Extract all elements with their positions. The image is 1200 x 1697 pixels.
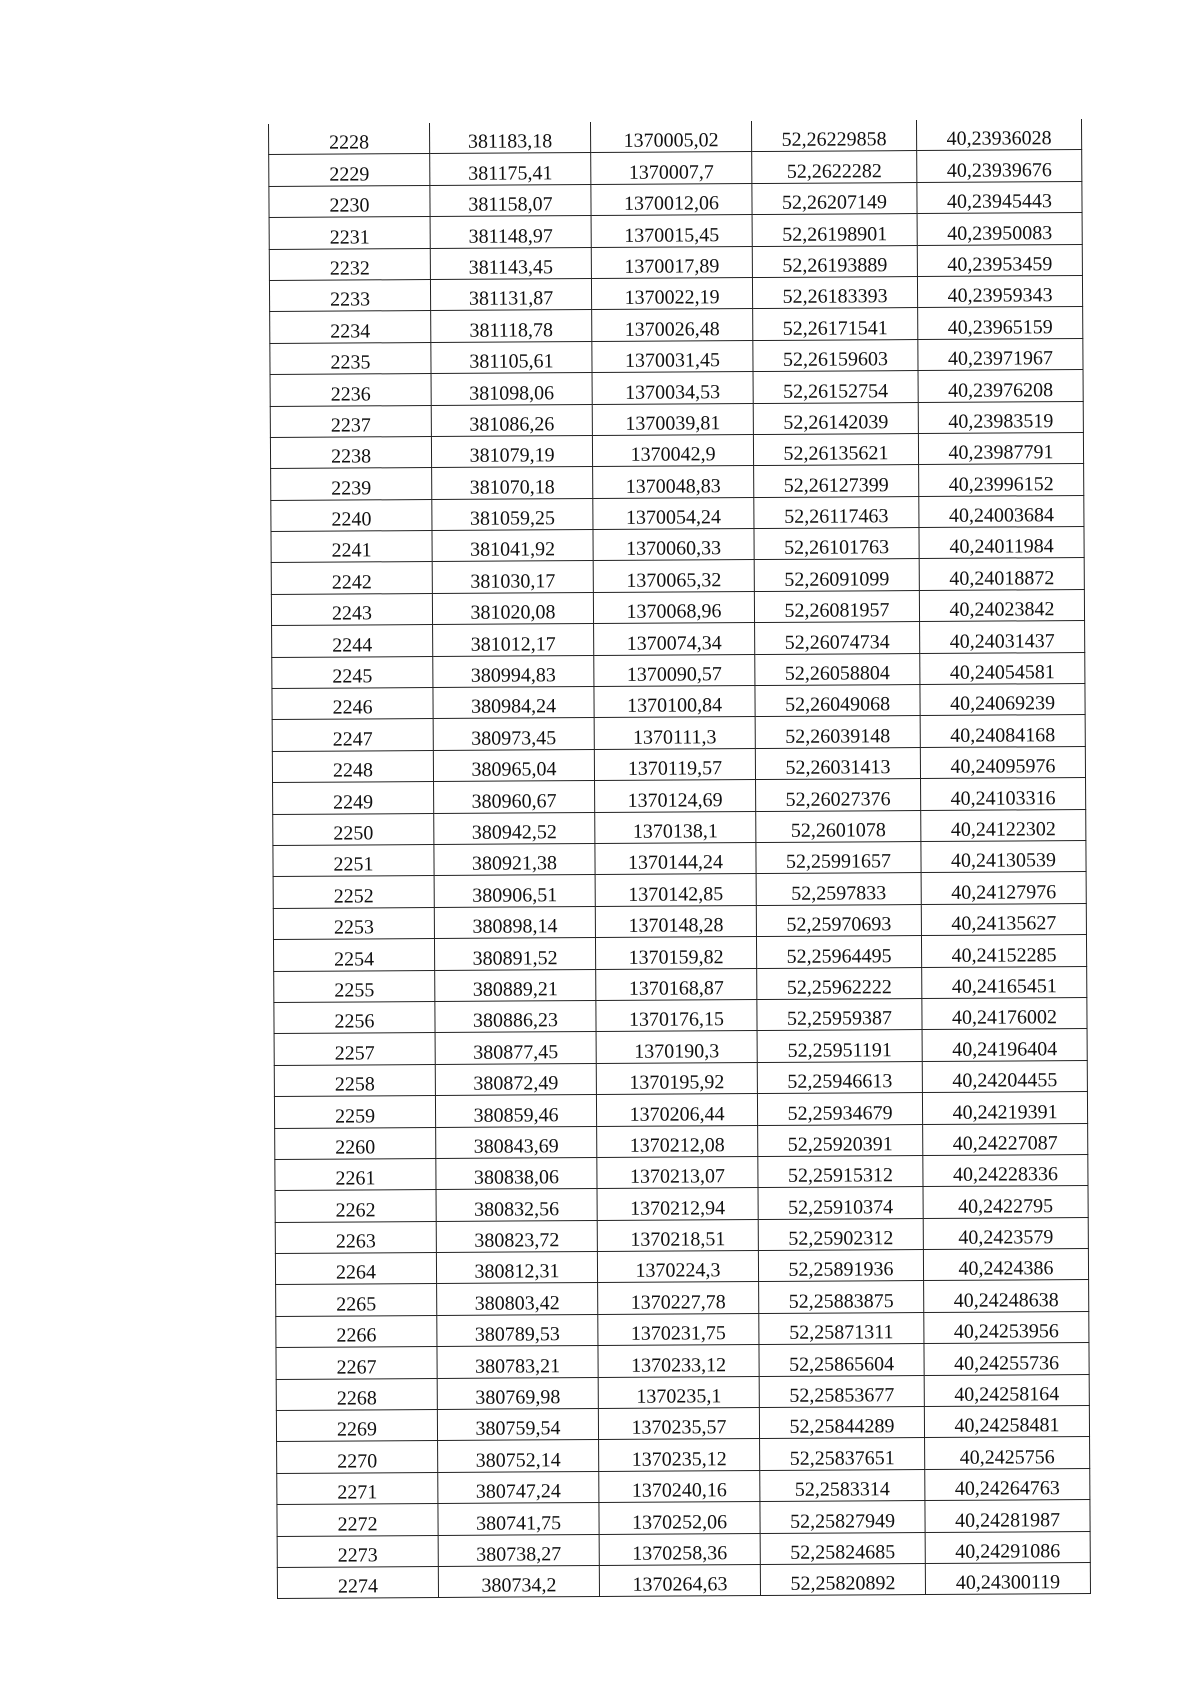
x-coordinate-cell: 380783,21 xyxy=(437,1346,598,1378)
y-coordinate-cell: 1370212,94 xyxy=(597,1188,758,1220)
point-number-cell: 2245 xyxy=(272,656,433,688)
table-row xyxy=(275,1217,1088,1253)
longitude-cell: 40,24018872 xyxy=(919,558,1084,590)
longitude-cell: 40,23983519 xyxy=(918,401,1083,433)
x-coordinate-cell: 380843,69 xyxy=(436,1126,597,1158)
table-row xyxy=(269,244,1082,280)
y-coordinate-cell: 1370022,19 xyxy=(591,277,752,309)
latitude-cell: 52,26081957 xyxy=(754,590,919,622)
y-coordinate-cell: 1370068,96 xyxy=(593,591,754,623)
latitude-cell: 52,25946613 xyxy=(757,1061,922,1093)
point-number-cell: 2259 xyxy=(274,1096,435,1128)
point-number-cell: 2239 xyxy=(271,468,432,500)
table-row xyxy=(272,715,1085,751)
longitude-cell: 40,23996152 xyxy=(919,464,1084,496)
table-row xyxy=(277,1500,1090,1536)
y-coordinate-cell: 1370227,78 xyxy=(598,1282,759,1314)
table-row xyxy=(276,1280,1089,1316)
latitude-cell: 52,26027376 xyxy=(756,779,921,811)
x-coordinate-cell: 380973,45 xyxy=(433,718,594,750)
point-number-cell: 2231 xyxy=(269,217,430,249)
y-coordinate-cell: 1370031,45 xyxy=(592,340,753,372)
y-coordinate-cell: 1370034,53 xyxy=(592,372,753,404)
table-row xyxy=(271,589,1084,625)
point-number-cell: 2236 xyxy=(270,374,431,406)
x-coordinate-cell: 380965,04 xyxy=(433,749,594,781)
table-row xyxy=(272,684,1085,720)
latitude-cell: 52,25934679 xyxy=(757,1093,922,1125)
table-row xyxy=(274,966,1087,1002)
longitude-cell: 40,24300119 xyxy=(925,1562,1090,1594)
latitude-cell: 52,25920391 xyxy=(758,1124,923,1156)
point-number-cell: 2269 xyxy=(276,1410,437,1442)
latitude-cell: 52,2597833 xyxy=(756,873,921,905)
table-row xyxy=(274,997,1087,1033)
x-coordinate-cell: 380921,38 xyxy=(434,844,595,876)
latitude-cell: 52,26198901 xyxy=(752,214,917,246)
x-coordinate-cell: 380891,52 xyxy=(434,938,595,970)
y-coordinate-cell: 1370264,63 xyxy=(599,1564,760,1596)
y-coordinate-cell: 1370042,9 xyxy=(592,434,753,466)
y-coordinate-cell: 1370138,1 xyxy=(595,811,756,843)
latitude-cell: 52,26058804 xyxy=(755,653,920,685)
longitude-cell: 40,24227087 xyxy=(923,1123,1088,1155)
point-number-cell: 2271 xyxy=(277,1472,438,1504)
x-coordinate-cell: 381131,87 xyxy=(430,278,591,310)
x-coordinate-cell: 381020,08 xyxy=(432,592,593,624)
point-number-cell: 2258 xyxy=(274,1064,435,1096)
longitude-cell: 40,24031437 xyxy=(920,621,1085,653)
x-coordinate-cell: 381098,06 xyxy=(431,373,592,405)
longitude-cell: 40,23953459 xyxy=(917,244,1082,276)
longitude-cell: 40,24127976 xyxy=(921,872,1086,904)
table-row xyxy=(277,1562,1090,1598)
y-coordinate-cell: 1370048,83 xyxy=(593,466,754,498)
table-row xyxy=(275,1123,1088,1159)
latitude-cell: 52,26207149 xyxy=(752,182,917,214)
table-row xyxy=(277,1468,1090,1504)
y-coordinate-cell: 1370224,3 xyxy=(597,1251,758,1283)
table-row xyxy=(269,181,1082,217)
latitude-cell: 52,25853677 xyxy=(759,1375,924,1407)
longitude-cell: 40,24103316 xyxy=(921,778,1086,810)
x-coordinate-cell: 380984,24 xyxy=(433,687,594,719)
table-row xyxy=(273,778,1086,814)
y-coordinate-cell: 1370190,3 xyxy=(596,1031,757,1063)
longitude-cell: 40,24084168 xyxy=(920,715,1085,747)
table-row xyxy=(274,1060,1087,1096)
latitude-cell: 52,25844289 xyxy=(759,1407,924,1439)
table-row xyxy=(276,1406,1089,1442)
y-coordinate-cell: 1370111,3 xyxy=(594,717,755,749)
x-coordinate-cell: 381105,61 xyxy=(431,341,592,373)
table-row xyxy=(273,841,1086,877)
latitude-cell: 52,26159603 xyxy=(753,339,918,371)
table-row xyxy=(272,652,1085,688)
y-coordinate-cell: 1370235,57 xyxy=(598,1408,759,1440)
table-row xyxy=(277,1531,1090,1567)
y-coordinate-cell: 1370148,28 xyxy=(595,905,756,937)
y-coordinate-cell: 1370235,12 xyxy=(599,1439,760,1471)
x-coordinate-cell: 381059,25 xyxy=(432,498,593,530)
latitude-cell: 52,25837651 xyxy=(760,1438,925,1470)
x-coordinate-cell: 380747,24 xyxy=(438,1471,599,1503)
longitude-cell: 40,24196404 xyxy=(922,1029,1087,1061)
point-number-cell: 2251 xyxy=(273,844,434,876)
table-row xyxy=(272,621,1085,657)
x-coordinate-cell: 380838,06 xyxy=(436,1157,597,1189)
point-number-cell: 2234 xyxy=(270,311,431,343)
x-coordinate-cell: 381175,41 xyxy=(430,153,591,185)
y-coordinate-cell: 1370144,24 xyxy=(595,843,756,875)
x-coordinate-cell: 381041,92 xyxy=(432,530,593,562)
point-number-cell: 2253 xyxy=(273,907,434,939)
table-row xyxy=(271,495,1084,531)
table-row xyxy=(276,1343,1089,1379)
point-number-cell: 2238 xyxy=(270,436,431,468)
latitude-cell: 52,25820892 xyxy=(760,1563,925,1595)
y-coordinate-cell: 1370176,15 xyxy=(596,999,757,1031)
longitude-cell: 40,24165451 xyxy=(922,966,1087,998)
x-coordinate-cell: 380752,14 xyxy=(438,1440,599,1472)
longitude-cell: 40,24135627 xyxy=(921,903,1086,935)
x-coordinate-cell: 380789,53 xyxy=(437,1314,598,1346)
x-coordinate-cell: 380889,21 xyxy=(435,969,596,1001)
y-coordinate-cell: 1370060,33 xyxy=(593,529,754,561)
longitude-cell: 40,24023842 xyxy=(919,589,1084,621)
latitude-cell: 52,26091099 xyxy=(754,559,919,591)
point-number-cell: 2228 xyxy=(269,123,430,155)
x-coordinate-cell: 381183,18 xyxy=(429,122,590,154)
point-number-cell: 2246 xyxy=(272,688,433,720)
table-row xyxy=(270,338,1083,374)
point-number-cell: 2264 xyxy=(275,1253,436,1285)
y-coordinate-cell: 1370090,57 xyxy=(594,654,755,686)
y-coordinate-cell: 1370005,02 xyxy=(590,121,751,153)
point-number-cell: 2241 xyxy=(271,531,432,563)
x-coordinate-cell: 380832,56 xyxy=(436,1189,597,1221)
longitude-cell: 40,24228336 xyxy=(923,1154,1088,1186)
table-row xyxy=(270,401,1083,437)
point-number-cell: 2273 xyxy=(277,1535,438,1567)
latitude-cell: 52,26152754 xyxy=(753,371,918,403)
point-number-cell: 2244 xyxy=(272,625,433,657)
point-number-cell: 2254 xyxy=(273,939,434,971)
y-coordinate-cell: 1370124,69 xyxy=(595,780,756,812)
y-coordinate-cell: 1370065,32 xyxy=(593,560,754,592)
longitude-cell: 40,24281987 xyxy=(925,1500,1090,1532)
point-number-cell: 2267 xyxy=(276,1347,437,1379)
x-coordinate-cell: 380872,49 xyxy=(435,1063,596,1095)
point-number-cell: 2250 xyxy=(273,813,434,845)
table-row xyxy=(275,1249,1088,1285)
latitude-cell: 52,25970693 xyxy=(756,904,921,936)
point-number-cell: 2235 xyxy=(270,342,431,374)
point-number-cell: 2263 xyxy=(275,1221,436,1253)
table-row xyxy=(275,1154,1088,1190)
latitude-cell: 52,26127399 xyxy=(754,465,919,497)
y-coordinate-cell: 1370142,85 xyxy=(595,874,756,906)
table-row xyxy=(272,746,1085,782)
point-number-cell: 2265 xyxy=(276,1284,437,1316)
latitude-cell: 52,26135621 xyxy=(753,433,918,465)
point-number-cell: 2232 xyxy=(269,248,430,280)
x-coordinate-cell: 381148,97 xyxy=(430,216,591,248)
x-coordinate-cell: 381118,78 xyxy=(431,310,592,342)
x-coordinate-cell: 380960,67 xyxy=(434,781,595,813)
y-coordinate-cell: 1370252,06 xyxy=(599,1502,760,1534)
y-coordinate-cell: 1370195,92 xyxy=(596,1062,757,1094)
y-coordinate-cell: 1370218,51 xyxy=(597,1219,758,1251)
longitude-cell: 40,23939676 xyxy=(917,150,1082,182)
table-row xyxy=(273,903,1086,939)
point-number-cell: 2252 xyxy=(273,876,434,908)
point-number-cell: 2243 xyxy=(271,593,432,625)
point-number-cell: 2248 xyxy=(272,750,433,782)
latitude-cell: 52,25891936 xyxy=(758,1250,923,1282)
y-coordinate-cell: 1370054,24 xyxy=(593,497,754,529)
longitude-cell: 40,24152285 xyxy=(921,935,1086,967)
y-coordinate-cell: 1370007,7 xyxy=(591,152,752,184)
latitude-cell: 52,26074734 xyxy=(755,622,920,654)
table-row xyxy=(273,809,1086,845)
y-coordinate-cell: 1370026,48 xyxy=(592,309,753,341)
y-coordinate-cell: 1370017,89 xyxy=(591,246,752,278)
y-coordinate-cell: 1370231,75 xyxy=(598,1313,759,1345)
point-number-cell: 2249 xyxy=(273,782,434,814)
latitude-cell: 52,25910374 xyxy=(758,1187,923,1219)
longitude-cell: 40,23976208 xyxy=(918,370,1083,402)
y-coordinate-cell: 1370015,45 xyxy=(591,215,752,247)
latitude-cell: 52,25865604 xyxy=(759,1344,924,1376)
longitude-cell: 40,24291086 xyxy=(925,1531,1090,1563)
x-coordinate-cell: 380906,51 xyxy=(434,875,595,907)
table-row xyxy=(270,432,1083,468)
latitude-cell: 52,26117463 xyxy=(754,496,919,528)
y-coordinate-cell: 1370012,06 xyxy=(591,183,752,215)
longitude-cell: 40,2425756 xyxy=(925,1437,1090,1469)
y-coordinate-cell: 1370168,87 xyxy=(596,968,757,1000)
table-row xyxy=(271,527,1084,563)
x-coordinate-cell: 380898,14 xyxy=(434,906,595,938)
table-row xyxy=(276,1374,1089,1410)
point-number-cell: 2247 xyxy=(272,719,433,751)
x-coordinate-cell: 380759,54 xyxy=(437,1409,598,1441)
point-number-cell: 2240 xyxy=(271,499,432,531)
x-coordinate-cell: 380812,31 xyxy=(436,1252,597,1284)
latitude-cell: 52,26039148 xyxy=(755,716,920,748)
point-number-cell: 2274 xyxy=(277,1566,438,1598)
y-coordinate-cell: 1370206,44 xyxy=(596,1094,757,1126)
longitude-cell: 40,24219391 xyxy=(922,1092,1087,1124)
point-number-cell: 2257 xyxy=(274,1033,435,1065)
x-coordinate-cell: 380803,42 xyxy=(437,1283,598,1315)
latitude-cell: 52,2622282 xyxy=(752,151,917,183)
latitude-cell: 52,2583314 xyxy=(760,1469,925,1501)
x-coordinate-cell: 380877,45 xyxy=(435,1032,596,1064)
longitude-cell: 40,24054581 xyxy=(920,652,1085,684)
latitude-cell: 52,25902312 xyxy=(758,1218,923,1250)
latitude-cell: 52,25991657 xyxy=(756,842,921,874)
table-row xyxy=(270,370,1083,406)
point-number-cell: 2266 xyxy=(276,1315,437,1347)
latitude-cell: 52,26183393 xyxy=(752,276,917,308)
longitude-cell: 40,24095976 xyxy=(920,746,1085,778)
longitude-cell: 40,23936028 xyxy=(916,119,1081,151)
x-coordinate-cell: 380859,46 xyxy=(435,1095,596,1127)
y-coordinate-cell: 1370159,82 xyxy=(595,937,756,969)
table-row xyxy=(269,150,1082,186)
table-row xyxy=(273,935,1086,971)
latitude-cell: 52,25951191 xyxy=(757,1030,922,1062)
longitude-cell: 40,24264763 xyxy=(925,1468,1090,1500)
point-number-cell: 2233 xyxy=(269,279,430,311)
x-coordinate-cell: 381030,17 xyxy=(432,561,593,593)
longitude-cell: 40,23987791 xyxy=(918,432,1083,464)
table-row xyxy=(269,119,1082,155)
longitude-cell: 40,24248638 xyxy=(924,1280,1089,1312)
longitude-cell: 40,23959343 xyxy=(917,275,1082,307)
x-coordinate-cell: 380994,83 xyxy=(433,655,594,687)
x-coordinate-cell: 380734,2 xyxy=(438,1565,599,1597)
point-number-cell: 2256 xyxy=(274,1001,435,1033)
latitude-cell: 52,25964495 xyxy=(756,936,921,968)
y-coordinate-cell: 1370233,12 xyxy=(598,1345,759,1377)
y-coordinate-cell: 1370212,08 xyxy=(597,1125,758,1157)
point-number-cell: 2229 xyxy=(269,154,430,186)
table-row xyxy=(270,307,1083,343)
table-row xyxy=(274,1029,1087,1065)
longitude-cell: 40,24003684 xyxy=(919,495,1084,527)
point-number-cell: 2272 xyxy=(277,1504,438,1536)
x-coordinate-cell: 381158,07 xyxy=(430,184,591,216)
y-coordinate-cell: 1370240,16 xyxy=(599,1470,760,1502)
x-coordinate-cell: 380823,72 xyxy=(436,1220,597,1252)
longitude-cell: 40,23971967 xyxy=(918,338,1083,370)
y-coordinate-cell: 1370119,57 xyxy=(594,748,755,780)
point-number-cell: 2262 xyxy=(275,1190,436,1222)
longitude-cell: 40,24204455 xyxy=(922,1060,1087,1092)
point-number-cell: 2237 xyxy=(270,405,431,437)
coordinate-table xyxy=(268,119,1091,1599)
y-coordinate-cell: 1370258,36 xyxy=(599,1533,760,1565)
longitude-cell: 40,24258164 xyxy=(924,1374,1089,1406)
table-row xyxy=(271,464,1084,500)
latitude-cell: 52,26101763 xyxy=(754,528,919,560)
x-coordinate-cell: 381070,18 xyxy=(432,467,593,499)
point-number-cell: 2260 xyxy=(275,1127,436,1159)
table-row xyxy=(276,1311,1089,1347)
longitude-cell: 40,23950083 xyxy=(917,213,1082,245)
x-coordinate-cell: 380886,23 xyxy=(435,1000,596,1032)
latitude-cell: 52,25962222 xyxy=(757,967,922,999)
latitude-cell: 52,25871311 xyxy=(759,1312,924,1344)
point-number-cell: 2261 xyxy=(275,1158,436,1190)
point-number-cell: 2230 xyxy=(269,185,430,217)
y-coordinate-cell: 1370039,81 xyxy=(592,403,753,435)
x-coordinate-cell: 380741,75 xyxy=(438,1503,599,1535)
table-row xyxy=(269,275,1082,311)
x-coordinate-cell: 381079,19 xyxy=(431,435,592,467)
y-coordinate-cell: 1370235,1 xyxy=(598,1376,759,1408)
latitude-cell: 52,25883875 xyxy=(759,1281,924,1313)
longitude-cell: 40,24176002 xyxy=(922,997,1087,1029)
latitude-cell: 52,26171541 xyxy=(753,308,918,340)
latitude-cell: 52,25915312 xyxy=(758,1155,923,1187)
table-row xyxy=(274,1092,1087,1128)
latitude-cell: 52,26049068 xyxy=(755,685,920,717)
x-coordinate-cell: 381012,17 xyxy=(433,624,594,656)
longitude-cell: 40,23945443 xyxy=(917,181,1082,213)
longitude-cell: 40,2423579 xyxy=(923,1217,1088,1249)
latitude-cell: 52,25824685 xyxy=(760,1532,925,1564)
latitude-cell: 52,26142039 xyxy=(753,402,918,434)
y-coordinate-cell: 1370074,34 xyxy=(594,623,755,655)
table-row xyxy=(273,872,1086,908)
longitude-cell: 40,24069239 xyxy=(920,684,1085,716)
longitude-cell: 40,24253956 xyxy=(924,1311,1089,1343)
longitude-cell: 40,24122302 xyxy=(921,809,1086,841)
point-number-cell: 2242 xyxy=(271,562,432,594)
longitude-cell: 40,24011984 xyxy=(919,527,1084,559)
longitude-cell: 40,2424386 xyxy=(923,1249,1088,1281)
x-coordinate-cell: 380769,98 xyxy=(437,1377,598,1409)
longitude-cell: 40,24130539 xyxy=(921,841,1086,873)
longitude-cell: 40,2422795 xyxy=(923,1186,1088,1218)
y-coordinate-cell: 1370100,84 xyxy=(594,686,755,718)
x-coordinate-cell: 381086,26 xyxy=(431,404,592,436)
point-number-cell: 2268 xyxy=(276,1378,437,1410)
x-coordinate-cell: 380738,27 xyxy=(438,1534,599,1566)
latitude-cell: 52,25827949 xyxy=(760,1501,925,1533)
point-number-cell: 2270 xyxy=(277,1441,438,1473)
table-row xyxy=(277,1437,1090,1473)
table-row xyxy=(269,213,1082,249)
latitude-cell: 52,26193889 xyxy=(752,245,917,277)
longitude-cell: 40,24258481 xyxy=(924,1406,1089,1438)
table-row xyxy=(275,1186,1088,1222)
longitude-cell: 40,23965159 xyxy=(918,307,1083,339)
y-coordinate-cell: 1370213,07 xyxy=(597,1156,758,1188)
latitude-cell: 52,25959387 xyxy=(757,998,922,1030)
latitude-cell: 52,26031413 xyxy=(755,747,920,779)
latitude-cell: 52,2601078 xyxy=(756,810,921,842)
point-number-cell: 2255 xyxy=(274,970,435,1002)
longitude-cell: 40,24255736 xyxy=(924,1343,1089,1375)
table-row xyxy=(271,558,1084,594)
x-coordinate-cell: 380942,52 xyxy=(434,812,595,844)
latitude-cell: 52,26229858 xyxy=(751,120,916,152)
coordinate-table-body xyxy=(269,119,1091,1599)
x-coordinate-cell: 381143,45 xyxy=(430,247,591,279)
